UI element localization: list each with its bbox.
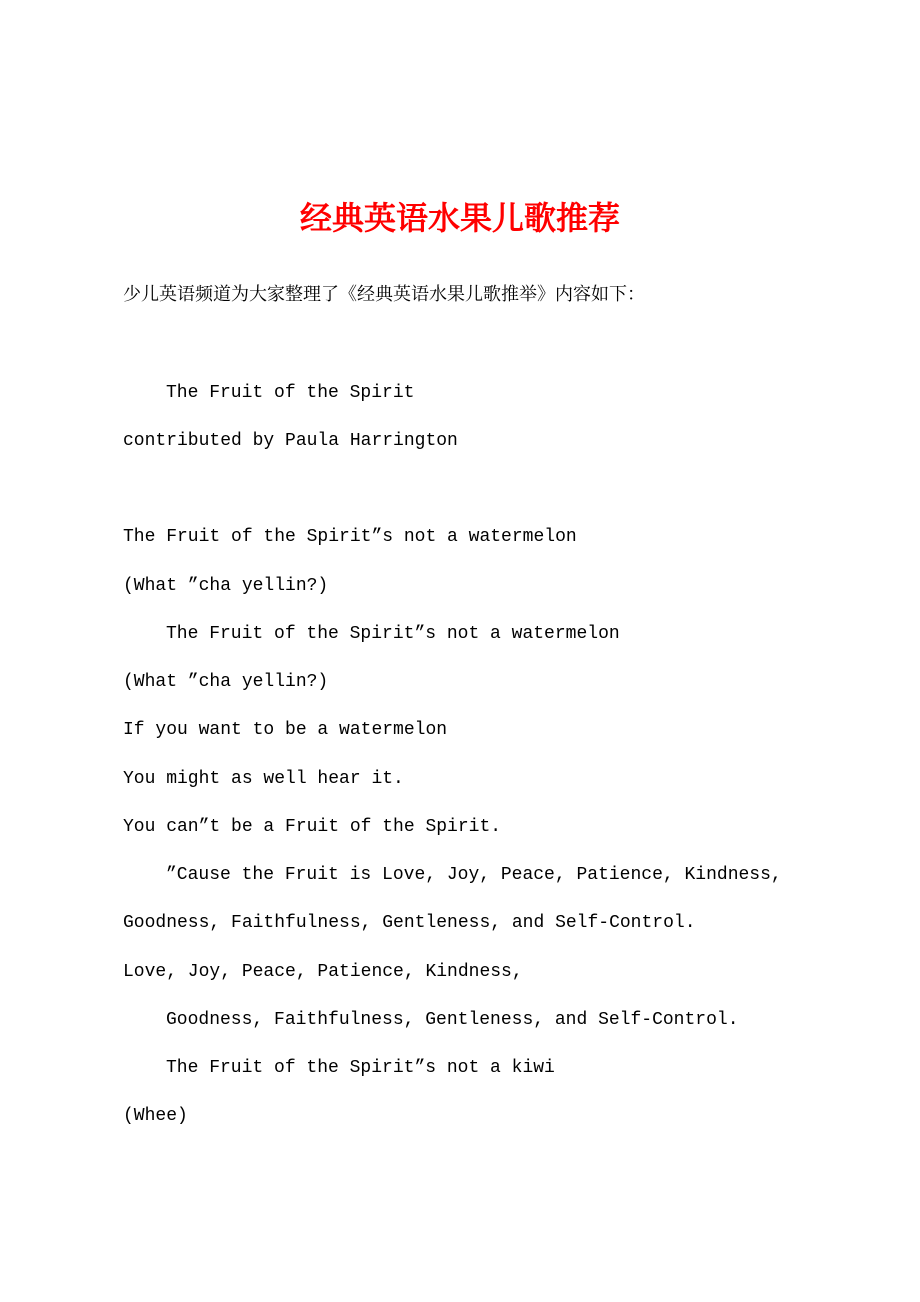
lyric-line: Love, Joy, Peace, Patience, Kindness,	[123, 961, 523, 982]
lyric-line: You can”t be a Fruit of the Spirit.	[123, 816, 502, 837]
lyric-line: If you want to be a watermelon	[123, 720, 448, 741]
document-body	[123, 272, 843, 1141]
document-title: 经典英语水果儿歌推荐	[299, 199, 620, 237]
lyric-line: The Fruit of the Spirit	[166, 382, 415, 403]
lyric-line: (What ”cha yellin?)	[123, 575, 329, 596]
lyric-line: The Fruit of the Spirit”s not a kiwi	[166, 1058, 555, 1078]
lyric-line: (What ”cha yellin?)	[123, 672, 329, 692]
lyric-line: You might as well hear it.	[123, 768, 404, 789]
lyric-line: Goodness, Faithfulness, Gentleness, and Self-Control.	[123, 913, 696, 934]
lyric-line	[123, 465, 843, 513]
lyric-line: The Fruit of the Spirit”s not a watermelon	[123, 527, 577, 548]
lyric-line	[123, 320, 843, 368]
lyric-line: Goodness, Faithfulness, Gentleness, and Self-Control.	[166, 1009, 739, 1030]
lyric-line: The Fruit of the Spirit”s not a watermelon	[166, 623, 620, 644]
intro-paragraph: 少儿英语频道为大家整理了《经典英语水果儿歌推举》内容如下：	[123, 286, 645, 306]
lyric-line: contributed by Paula Harrington	[123, 430, 458, 451]
lyric-line: ”Cause the Fruit is Love, Joy, Peace, Patience, Kindness,	[166, 865, 782, 885]
lyrics	[123, 320, 843, 1140]
lyric-line: (Whee)	[123, 1106, 188, 1127]
